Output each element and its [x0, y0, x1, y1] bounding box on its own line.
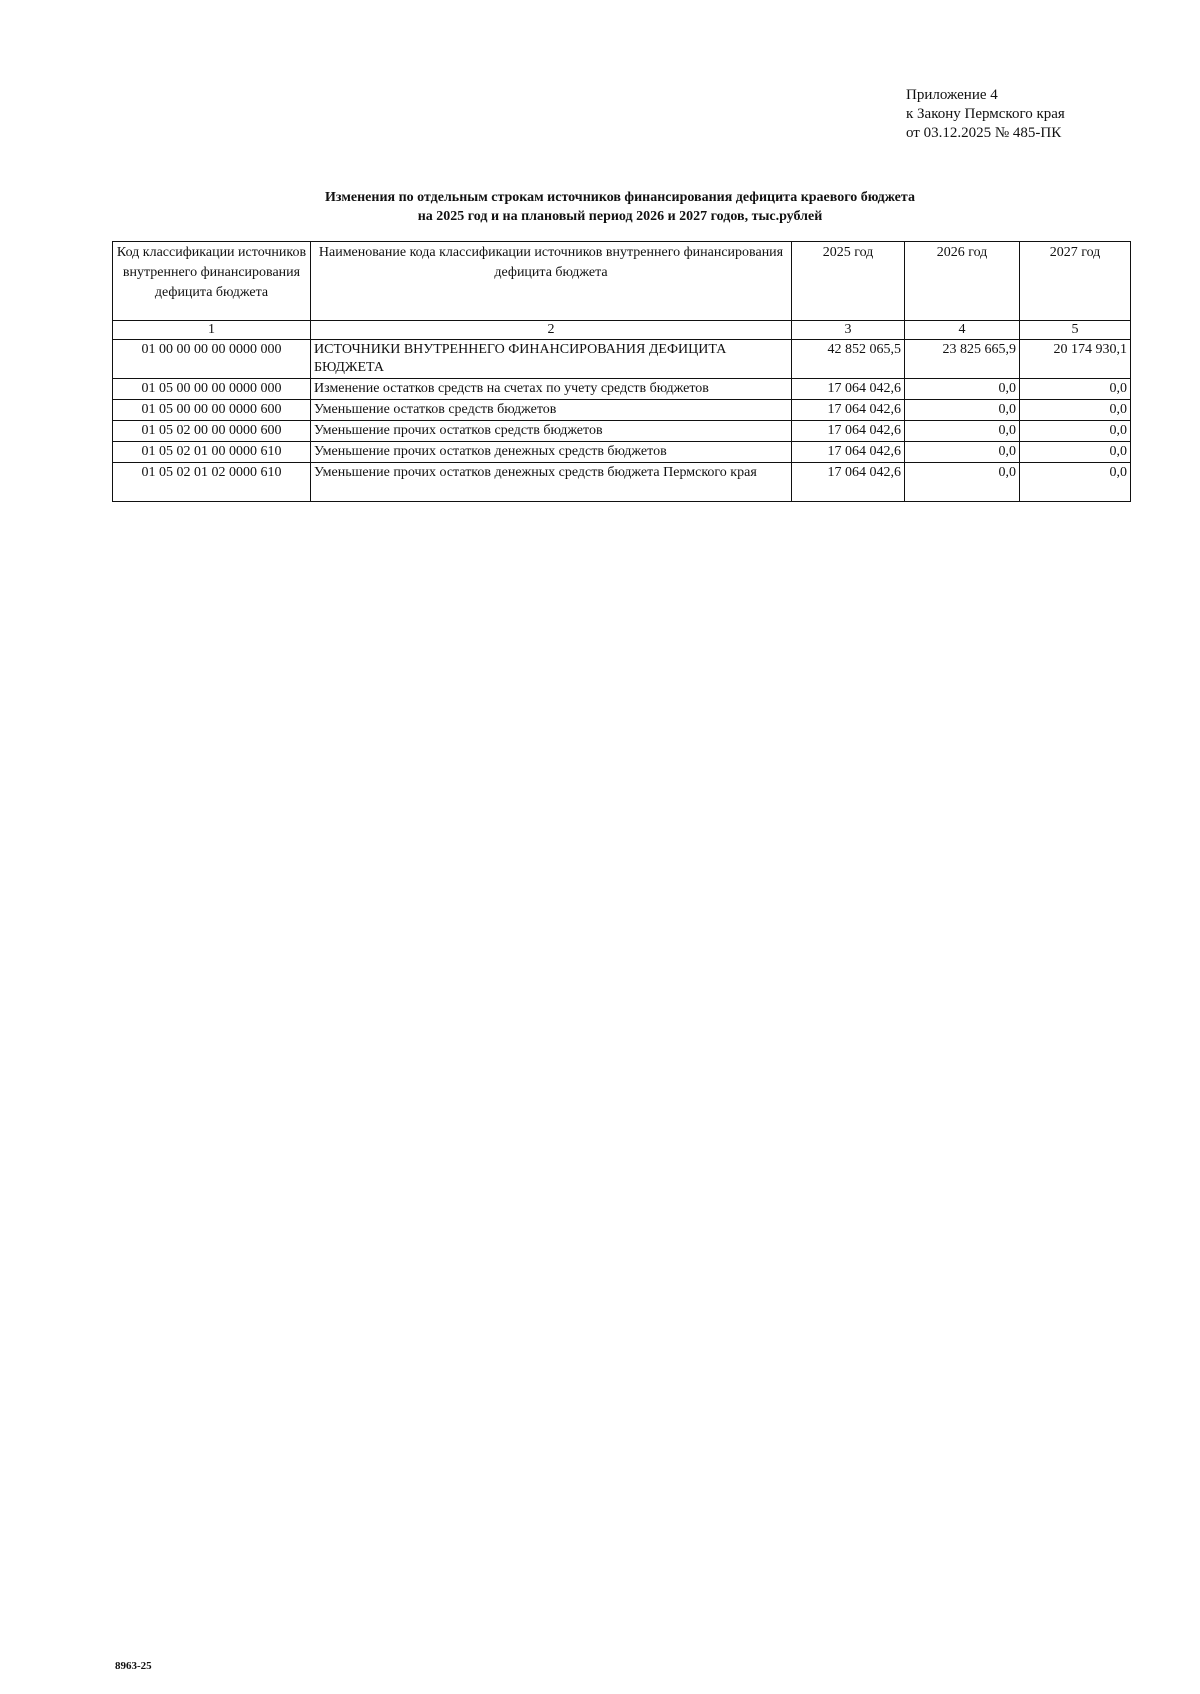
- column-number: 2: [311, 321, 792, 340]
- row-value-2027: 0,0: [1020, 400, 1131, 421]
- row-value-2026: 0,0: [905, 379, 1020, 400]
- row-code: 01 05 00 00 00 0000 600: [113, 400, 311, 421]
- column-number: 4: [905, 321, 1020, 340]
- row-code: 01 00 00 00 00 0000 000: [113, 340, 311, 379]
- row-code: 01 05 02 01 00 0000 610: [113, 442, 311, 463]
- row-value-2027: 20 174 930,1: [1020, 340, 1131, 379]
- column-number: 1: [113, 321, 311, 340]
- row-value-2027: 0,0: [1020, 442, 1131, 463]
- row-value-2027: 0,0: [1020, 379, 1131, 400]
- row-value-2026: 0,0: [905, 442, 1020, 463]
- row-value-2025: 17 064 042,6: [792, 400, 905, 421]
- table-row: [113, 421, 1131, 442]
- column-number: 3: [792, 321, 905, 340]
- column-number-row: [113, 321, 1131, 340]
- row-name: Изменение остатков средств на счетах по учету средств бюджетов: [311, 379, 792, 400]
- row-value-2025: 42 852 065,5: [792, 340, 905, 379]
- header-2026: 2026 год: [905, 242, 1020, 321]
- appendix-line-3: от 03.12.2025 № 485-ПК: [906, 125, 1062, 141]
- row-name: Уменьшение остатков средств бюджетов: [311, 400, 792, 421]
- row-value-2027: 0,0: [1020, 421, 1131, 442]
- row-value-2025: 17 064 042,6: [792, 463, 905, 502]
- row-value-2026: 0,0: [905, 421, 1020, 442]
- appendix-line-1: Приложение 4: [906, 87, 998, 103]
- table-row: [113, 379, 1131, 400]
- row-value-2027: 0,0: [1020, 463, 1131, 502]
- row-value-2026: 0,0: [905, 463, 1020, 502]
- title-line-1: Изменения по отдельным строкам источников финансирования дефицита краевого бюджета: [325, 190, 915, 205]
- appendix-block: [906, 86, 1065, 143]
- row-code: 01 05 02 00 00 0000 600: [113, 421, 311, 442]
- table-header-row: [113, 242, 1131, 321]
- budget-sources-table: [112, 241, 1131, 502]
- row-value-2025: 17 064 042,6: [792, 379, 905, 400]
- row-name: Уменьшение прочих остатков средств бюджетов: [311, 421, 792, 442]
- header-2027: 2027 год: [1020, 242, 1131, 321]
- table-row: [113, 463, 1131, 502]
- row-name: Уменьшение прочих остатков денежных средств бюджетов: [311, 442, 792, 463]
- row-code: 01 05 00 00 00 0000 000: [113, 379, 311, 400]
- header-name: Наименование кода классификации источников внутреннего финансирования дефицита бюджета: [311, 242, 792, 321]
- row-code: 01 05 02 01 02 0000 610: [113, 463, 311, 502]
- row-value-2025: 17 064 042,6: [792, 442, 905, 463]
- table-row: [113, 340, 1131, 379]
- appendix-line-2: к Закону Пермского края: [906, 106, 1065, 122]
- document-title: [0, 188, 1200, 226]
- column-number: 5: [1020, 321, 1131, 340]
- row-value-2026: 0,0: [905, 400, 1020, 421]
- row-value-2026: 23 825 665,9: [905, 340, 1020, 379]
- header-2025: 2025 год: [792, 242, 905, 321]
- row-name: Уменьшение прочих остатков денежных средств бюджета Пермского края: [311, 463, 792, 502]
- table-row: [113, 442, 1131, 463]
- table-row: [113, 400, 1131, 421]
- row-name: ИСТОЧНИКИ ВНУТРЕННЕГО ФИНАНСИРОВАНИЯ ДЕФИЦИТА БЮДЖЕТА: [311, 340, 792, 379]
- row-value-2025: 17 064 042,6: [792, 421, 905, 442]
- title-line-2: на 2025 год и на плановый период 2026 и 2027 годов, тыс.рублей: [417, 209, 823, 224]
- header-code: Код классификации источников внутреннего финансирования дефицита бюджета: [113, 242, 311, 321]
- document-registration-code: 8963-25: [115, 1660, 152, 1672]
